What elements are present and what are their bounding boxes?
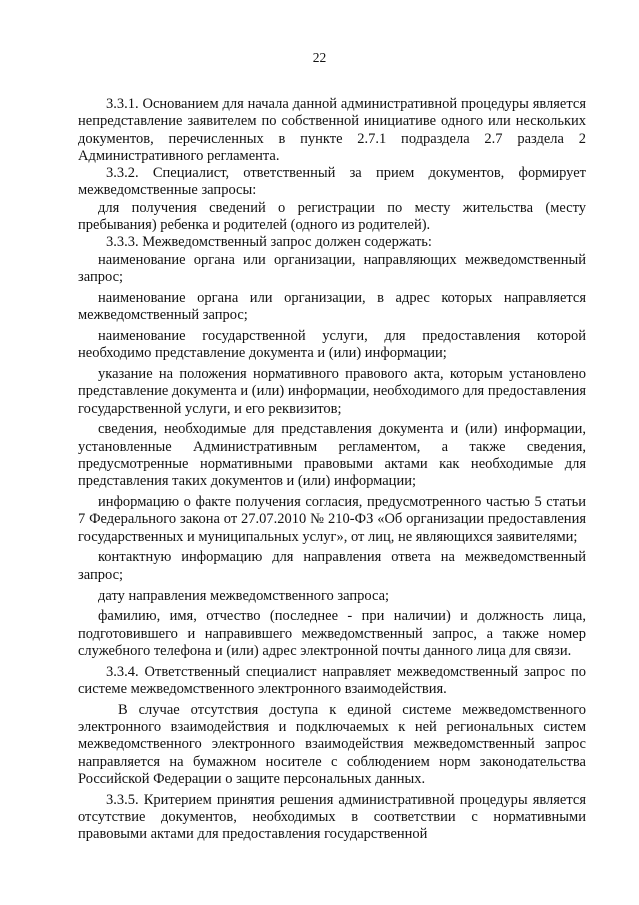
list-item-responsible-person: фамилию, имя, отчество (последнее - при наличии) и должность лица, подготовившего и направившего межведомственный запрос, а также номер служебного телефона и (или) адрес электронной почты данного лица для связи. — [78, 608, 586, 659]
list-item-requesting-body: наименование органа или организации, направляющих межведомственный запрос; — [78, 251, 586, 285]
paragraph-3-3-2: 3.3.2. Специалист, ответственный за прием документов, формирует межведомственные запросы: — [78, 165, 586, 199]
list-item-contact-info: контактную информацию для направления ответа на межведомственный запрос; — [78, 549, 586, 583]
list-item-consent-info: информацию о факте получения согласия, предусмотренного частью 5 статьи 7 Федерального закона от 27.07.2010 № 210-ФЗ «Об организации предоставления государственных и муниципальных услуг», от лиц, не являющихся заявителями; — [78, 494, 586, 545]
paragraph-3-3-4: 3.3.4. Ответственный специалист направляет межведомственный запрос по системе межведомственного электронного взаимодействия. — [78, 663, 586, 697]
list-item-legal-act: указание на положения нормативного правового акта, которым установлено представление документа и (или) информации, необходимого для предоставления государственной услуги, и его реквизитов; — [78, 365, 586, 417]
list-item-required-info: сведения, необходимые для представления документа и (или) информации, установленные Административным регламентом, а также сведения, предусмотренные нормативными правовыми актами как необходимые для представления таких документов и (или) информации; — [78, 421, 586, 490]
paragraph-3-3-1: 3.3.1. Основанием для начала данной административной процедуры является непредставление заявителем по собственной инициативе одного или нескольких документов, перечисленных в пункте 2.7.1 подраздела 2.7 раздела 2 Административного регламента. — [78, 96, 586, 164]
paragraph-3-3-3: 3.3.3. Межведомственный запрос должен содержать: — [106, 234, 432, 251]
paragraph-3-3-5: 3.3.5. Критерием принятия решения административной процедуры является отсутствие документов, необходимых в соответствии с нормативными правовыми актами для предоставления государственной — [78, 791, 586, 843]
list-item-service-name: наименование государственной услуги, для предоставления которой необходимо представление документа и (или) информации; — [78, 327, 586, 362]
list-item-request-date: дату направления межведомственного запроса; — [98, 587, 390, 604]
document-body — [78, 96, 586, 844]
list-item-receiving-body: наименование органа или организации, в адрес которых направляется межведомственный запрос; — [78, 289, 586, 324]
paragraph-no-access: В случае отсутствия доступа к единой системе межведомственного электронного взаимодействия и подключаемых к ней региональных систем межведомственного электронного взаимодействия межведомственный запрос направляется на бумажном носителе с соблюдением норм законодательства Российской Федерации о защите персональных данных. — [78, 701, 586, 787]
page-number: 22 — [312, 50, 327, 65]
paragraph-registration-info: для получения сведений о регистрации по месту жительства (месту пребывания) ребенка и родителей (одного из родителей). — [78, 199, 586, 234]
